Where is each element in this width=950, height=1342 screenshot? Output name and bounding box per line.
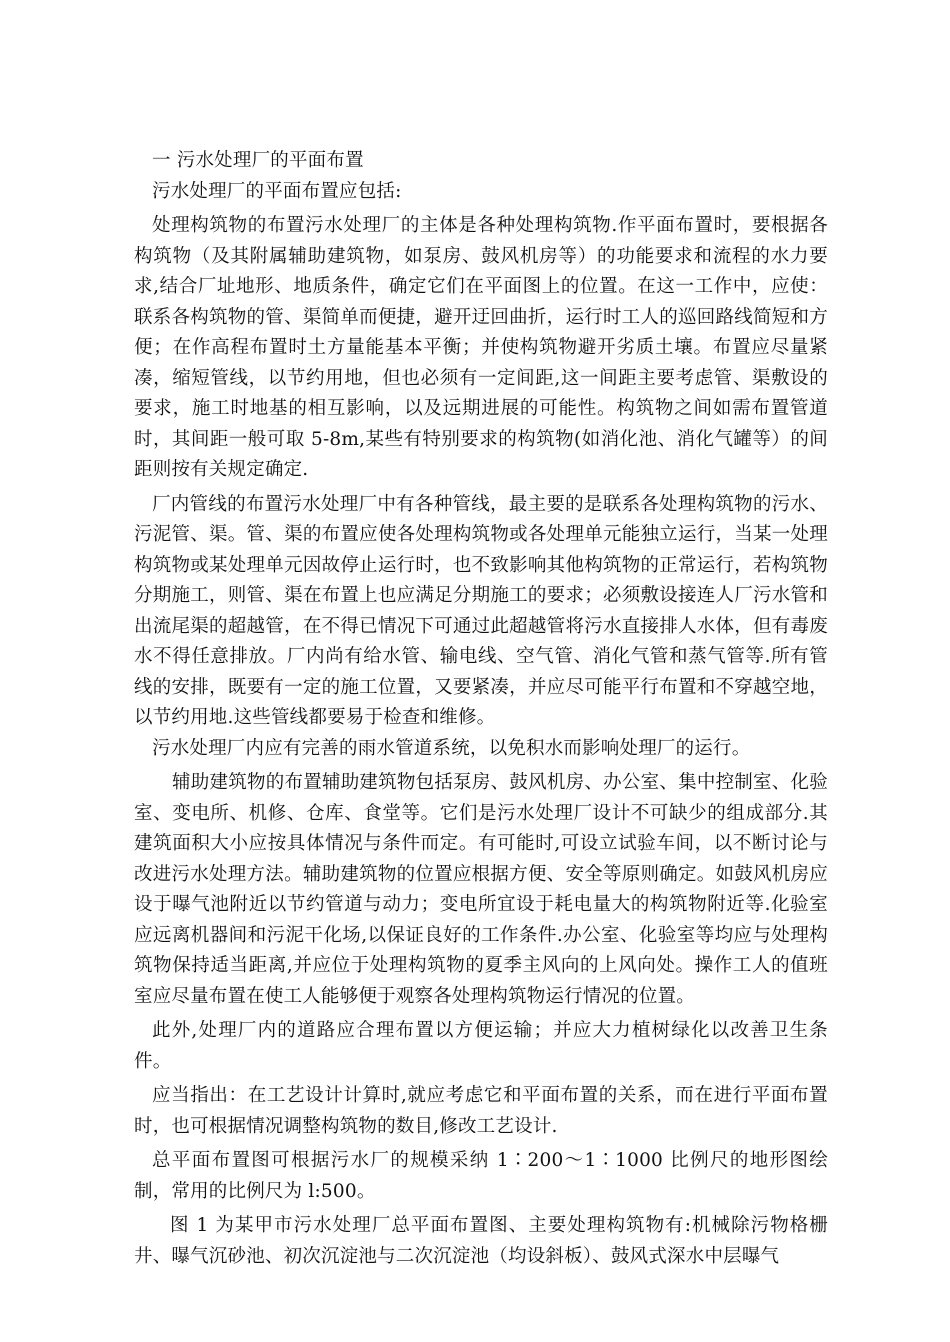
- paragraph-rainwater: 污水处理厂内应有完善的雨水管道系统，以免积水而影响处理厂的运行。: [152, 737, 751, 759]
- paragraph-scale: 总平面布置图可根据污水厂的规模采纳 1∶200～1∶1000 比例尺的地形图绘制，常用的比例尺为 l:500。: [134, 1150, 828, 1202]
- document-body: [134, 146, 828, 1272]
- paragraph-note: 应当指出：在工艺设计计算时,就应考虑它和平面布置的关系，而在进行平面布置时，也可根据情况调整构筑物的数目,修改工艺设计.: [134, 1085, 828, 1137]
- paragraph-structures: 处理构筑物的布置污水处理厂的主体是各种处理构筑物.作平面布置时，要根据各构筑物（及其附属辅助建筑物，如泵房、鼓风机房等）的功能要求和流程的水力要求,结合厂址地形、地质条件，确定它们在平面图上的位置。在这一工作中，应使：联系各构筑物的管、渠简单而便捷，避开迂回曲折，运行时工人的巡回路线简短和方便；在作高程布置时土方量能基本平衡；并使构筑物避开劣质土壤。布置应尽量紧凑，缩短管线，以节约用地，但也必须有一定间距,这一间距主要考虑管、渠敷设的要求，施工时地基的相互影响，以及远期进展的可能性。构筑物之间如需布置管道时，其间距一般可取 5-8m,某些有特别要求的构筑物(如消化池、消化气罐等）的间距则按有关规定确定.: [134, 215, 828, 480]
- intro-line: 污水处理厂的平面布置应包括:: [152, 180, 402, 202]
- paragraph-pipelines: 厂内管线的布置污水处理厂中有各种管线，最主要的是联系各处理构筑物的污水、污泥管、渠。管、渠的布置应使各处理构筑物或各处理单元能独立运行，当某一处理构筑物或某处理单元因故停止运行时，也不致影响其他构筑物的正常运行，若构筑物分期施工，则管、渠在布置上也应满足分期施工的要求；必须敷设接连人厂污水管和出流尾渠的超越管，在不得已情况下可通过此超越管将污水直接排人水体，但有毒废水不得任意排放。厂内尚有给水管、输电线、空气管、消化气管和蒸气管等.所有管线的安排，既要有一定的施工位置，又要紧凑，并应尽可能平行布置和不穿越空地，以节约用地.这些管线都要易于检查和维修。: [134, 493, 828, 728]
- paragraph-auxiliary-buildings: 辅助建筑物的布置辅助建筑物包括泵房、鼓风机房、办公室、集中控制室、化验室、变电所、机修、仓库、食堂等。它们是污水处理厂设计不可缺少的组成部分.其建筑面积大小应按具体情况与条件而定。有可能时,可设立试验车间，以不断讨论与改进污水处理方法。辅助建筑物的位置应根据方便、安全等原则确定。如鼓风机房应设于曝气池附近以节约管道与动力；变电所宜设于耗电量大的构筑物附近等.化验室应远离机器间和污泥干化场,以保证良好的工作条件.办公室、化验室等均应与处理构筑物保持适当距离,并应位于处理构筑物的夏季主风向的上风向处。操作工人的值班室应尽量布置在使工人能够便于观察各处理构筑物运行情况的位置。: [134, 772, 828, 1007]
- paragraph-roads: 此外,处理厂内的道路应合理布置以方便运输；并应大力植树绿化以改善卫生条件。: [134, 1020, 828, 1072]
- section-heading: 一 污水处理厂的平面布置: [152, 150, 364, 171]
- paragraph-figure-1: 图 1 为某甲市污水处理厂总平面布置图、主要处理构筑物有:机械除污物格栅井、曝气沉砂池、初次沉淀池与二次沉淀池（均设斜板）、鼓风式深水中层曝气: [134, 1215, 828, 1267]
